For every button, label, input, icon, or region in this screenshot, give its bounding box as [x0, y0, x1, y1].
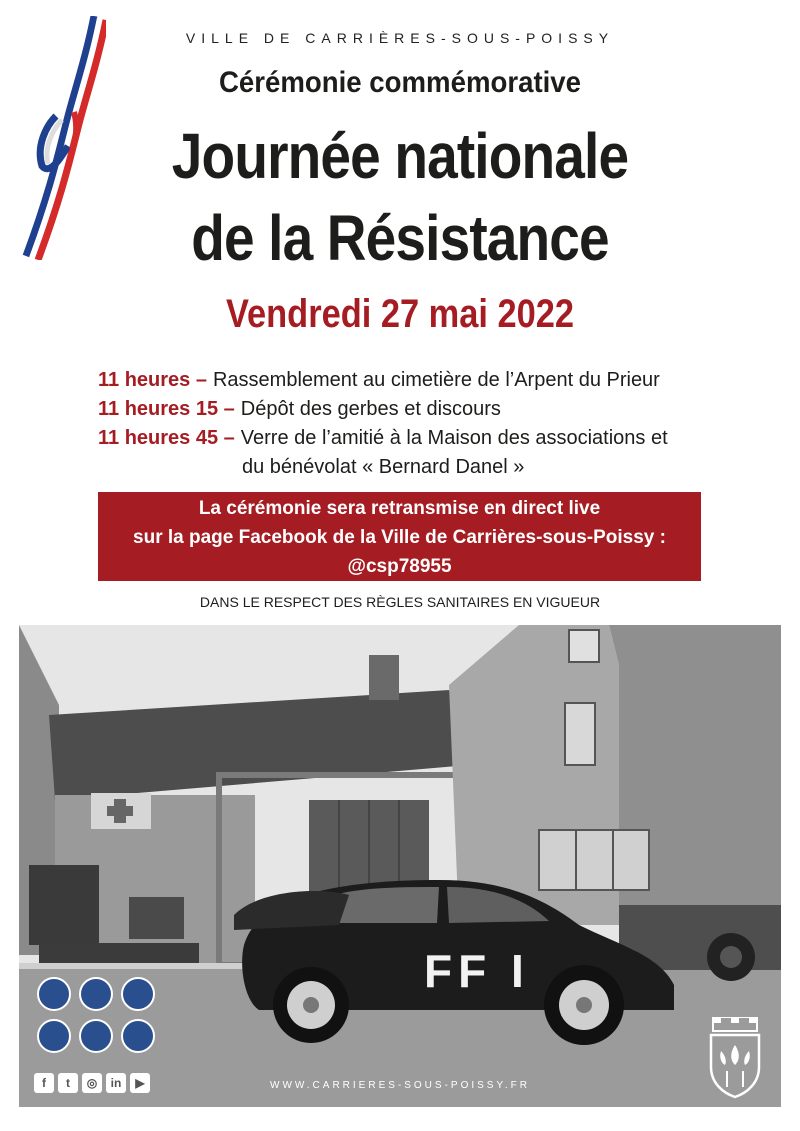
live-line-1: La cérémonie sera retransmise en direct live [198, 498, 601, 519]
no-handshake-icon [121, 1019, 155, 1053]
schedule-text: Verre de l’amitié à la Maison des associations et [240, 427, 668, 449]
town-header: VILLE DE CARRIÈRES-SOUS-POISSY [185, 30, 615, 46]
cough-elbow-icon [121, 977, 155, 1011]
mask-icon [79, 977, 113, 1011]
schedule-item [98, 424, 718, 453]
schedule-item [98, 366, 718, 395]
schedule-text: Rassemblement au cimetière de l’Arpent du Prieur [212, 369, 660, 391]
live-broadcast-banner [98, 492, 701, 581]
sanitary-notice: DANS LE RESPECT DES RÈGLES SANITAIRES EN VIGUEUR [199, 594, 601, 610]
website-link[interactable]: WWW.CARRIERES-SOUS-POISSY.FR [270, 1080, 530, 1091]
tricolour-ribbon-icon [16, 16, 106, 260]
handwashing-icon [37, 977, 71, 1011]
instagram-icon[interactable]: ◎ [82, 1073, 102, 1093]
schedule-time: 11 heures – [98, 369, 207, 391]
schedule-list [98, 366, 718, 482]
facebook-handle: @csp78955 [347, 556, 452, 577]
schedule-item [98, 395, 718, 424]
facebook-icon[interactable]: f [34, 1073, 54, 1093]
twitter-icon[interactable]: t [58, 1073, 78, 1093]
schedule-time: 11 heures 45 – [98, 427, 235, 449]
schedule-text: Dépôt des gerbes et discours [240, 398, 501, 420]
event-date: Vendredi 27 mai 2022 [225, 292, 575, 336]
car-lettering: FF I [424, 945, 530, 997]
social-icons [34, 1073, 150, 1093]
distance-icon [79, 1019, 113, 1053]
live-line-2: sur la page Facebook de la Ville de Carrières-sous-Poissy : [133, 527, 666, 548]
main-title-line-1: Journée nationale [171, 120, 629, 192]
schedule-time: 11 heures 15 – [98, 398, 235, 420]
tissue-icon [37, 1019, 71, 1053]
main-title-line-2: de la Résistance [191, 202, 609, 274]
youtube-icon[interactable]: ▶ [130, 1073, 150, 1093]
resistance-car-photo [19, 625, 781, 1107]
ceremony-subtitle: Cérémonie commémorative [218, 66, 582, 99]
coat-of-arms-icon [707, 1017, 763, 1099]
linkedin-icon[interactable]: in [106, 1073, 126, 1093]
schedule-text-continuation: du bénévolat « Bernard Danel » [242, 456, 525, 478]
